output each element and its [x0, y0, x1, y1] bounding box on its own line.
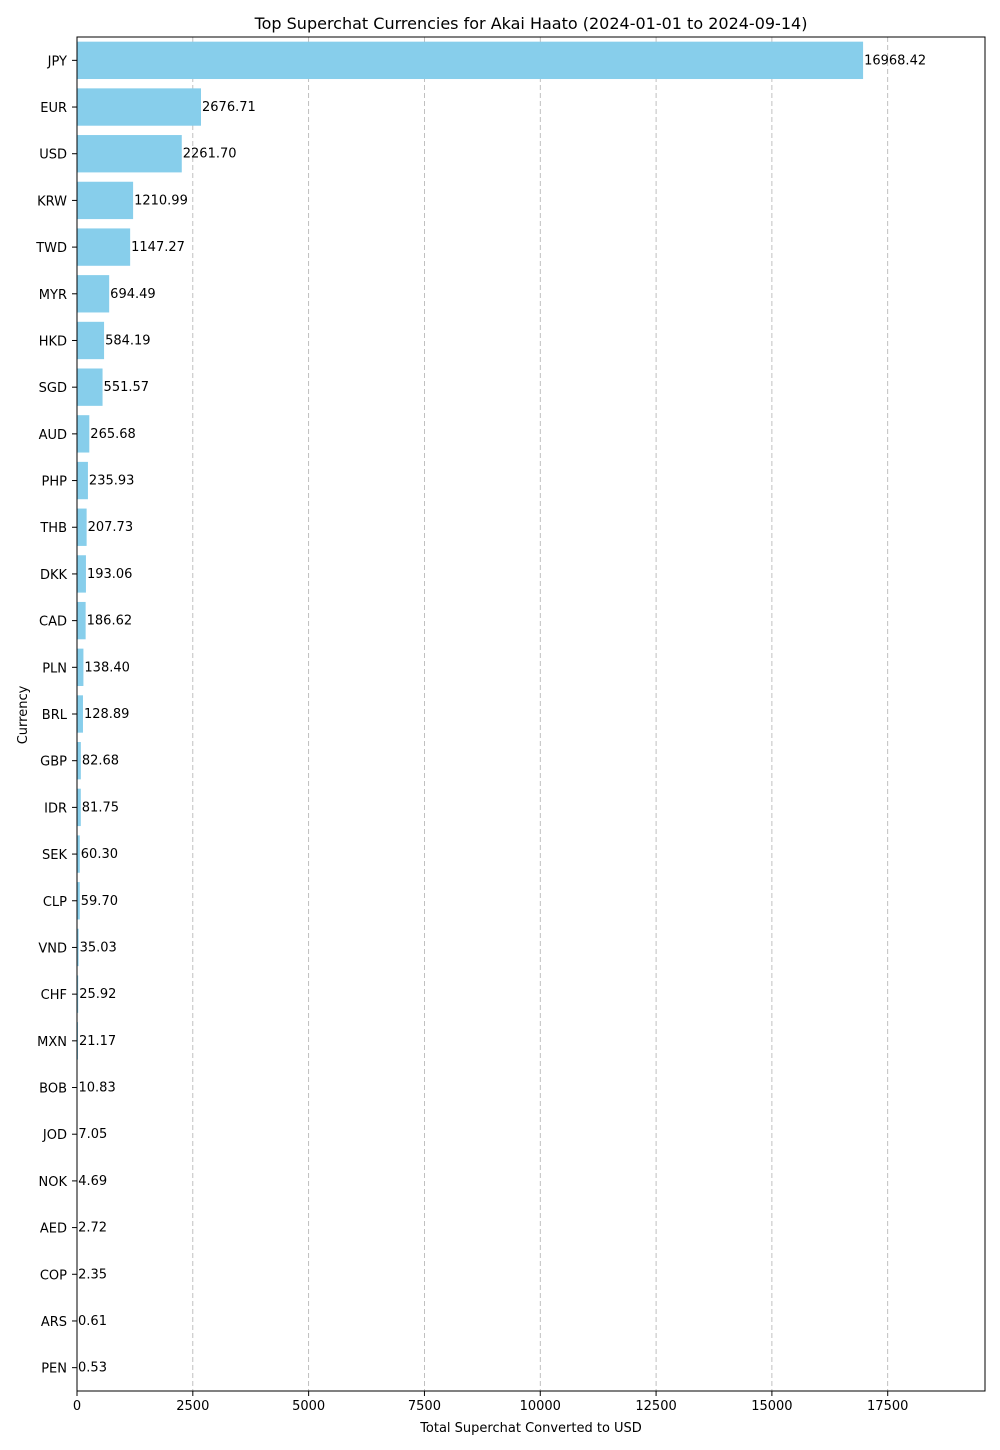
- bar-pln: [77, 649, 83, 686]
- y-tick-label-cad: CAD: [39, 614, 67, 630]
- y-tick-label-brl: BRL: [41, 708, 67, 723]
- data-label-krw: 1210.99: [134, 193, 188, 209]
- data-label-idr: 81.75: [81, 800, 120, 816]
- data-label-mxn: 21.17: [78, 1033, 117, 1049]
- y-tick-label-aed: AED: [39, 1221, 67, 1237]
- data-label-sek: 60.30: [80, 847, 119, 863]
- data-label-php: 235.93: [88, 473, 135, 489]
- chart-title: Top Superchat Currencies for Akai Haato (2024-01-01 to 2024-09-14): [254, 14, 808, 33]
- y-tick-label-jpy: JPY: [47, 54, 67, 70]
- bar-cad: [77, 602, 86, 639]
- y-tick-label-twd: TWD: [36, 241, 67, 257]
- y-tick-label-sgd: SGD: [38, 381, 67, 397]
- y-tick-label-ars: ARS: [40, 1314, 67, 1330]
- data-label-pen: 0.53: [78, 1360, 107, 1376]
- bar-krw: [77, 182, 133, 219]
- data-label-hkd: 584.19: [105, 333, 151, 349]
- bars: [77, 42, 863, 1387]
- data-label-vnd: 35.03: [79, 940, 117, 956]
- data-label-sgd: 551.57: [103, 380, 150, 396]
- data-label-cad: 186.62: [86, 613, 133, 629]
- x-tick-label-1: 2500: [176, 1399, 210, 1414]
- bar-dkk: [77, 555, 86, 592]
- x-tick-label-4: 10000: [519, 1399, 561, 1414]
- data-label-thb: 207.73: [87, 520, 134, 536]
- y-tick-label-jod: JOD: [42, 1128, 67, 1144]
- data-label-chf: 25.92: [79, 987, 117, 1003]
- y-tick-label-cop: COP: [39, 1268, 67, 1284]
- data-labels: [78, 53, 926, 1375]
- bar-aud: [77, 415, 89, 452]
- y-tick-label-bob: BOB: [39, 1081, 67, 1097]
- y-axis-label: Currency: [16, 685, 31, 745]
- bar-jpy: [77, 42, 863, 79]
- bar-twd: [77, 228, 130, 265]
- y-tick-label-myr: MYR: [38, 287, 67, 303]
- y-tick-label-chf: CHF: [40, 988, 67, 1004]
- bar-idr: [77, 789, 81, 826]
- y-tick-label-gbp: GBP: [40, 754, 67, 770]
- bar-usd: [77, 135, 182, 172]
- data-label-myr: 694.49: [110, 286, 156, 302]
- x-tick-label-6: 15000: [751, 1399, 793, 1414]
- y-tick-label-eur: EUR: [40, 101, 67, 117]
- y-tick-label-krw: KRW: [37, 194, 67, 210]
- y-tick-label-nok: NOK: [38, 1174, 67, 1190]
- bar-gbp: [77, 742, 81, 779]
- bar-php: [77, 462, 88, 499]
- data-label-usd: 2261.70: [182, 146, 237, 162]
- plot-frame: [77, 37, 985, 1391]
- data-label-jpy: 16968.42: [864, 53, 927, 69]
- data-label-brl: 128.89: [83, 707, 130, 722]
- y-tick-label-hkd: HKD: [38, 334, 67, 350]
- data-label-aed: 2.72: [78, 1220, 108, 1236]
- data-label-pln: 138.40: [84, 660, 130, 676]
- data-label-jod: 7.05: [78, 1127, 108, 1143]
- x-tick-label-3: 7500: [407, 1399, 441, 1414]
- grid-lines: [193, 37, 888, 1391]
- y-tick-label-usd: USD: [39, 147, 67, 163]
- bar-brl: [77, 695, 83, 732]
- data-label-nok: 4.69: [78, 1173, 108, 1189]
- data-label-ars: 0.61: [78, 1313, 107, 1329]
- data-label-eur: 2676.71: [202, 100, 256, 116]
- bar-eur: [77, 88, 201, 125]
- data-label-twd: 1147.27: [131, 240, 185, 256]
- y-tick-label-thb: THB: [40, 521, 67, 537]
- bar-myr: [77, 275, 109, 312]
- bar-hkd: [77, 322, 104, 359]
- y-tick-label-aud: AUD: [38, 427, 67, 443]
- y-tick-label-sek: SEK: [42, 848, 67, 864]
- y-tick-label-vnd: VND: [38, 941, 67, 957]
- y-tick-label-mxn: MXN: [37, 1034, 67, 1050]
- y-tick-label-pen: PEN: [41, 1361, 67, 1377]
- data-label-dkk: 193.06: [86, 566, 133, 582]
- x-tick-label-5: 12500: [635, 1399, 677, 1414]
- x-axis-label: Total Superchat Converted to USD: [420, 1421, 642, 1436]
- bar-sgd: [77, 368, 103, 405]
- x-axis-ticks: [73, 1391, 909, 1414]
- y-tick-label-idr: IDR: [44, 801, 67, 817]
- y-tick-label-php: PHP: [41, 474, 67, 490]
- y-tick-label-clp: CLP: [42, 894, 67, 910]
- data-label-clp: 59.70: [80, 893, 118, 909]
- y-tick-label-dkk: DKK: [39, 567, 67, 583]
- y-axis-ticks: [35, 54, 77, 1376]
- data-label-cop: 2.35: [78, 1267, 108, 1283]
- x-tick-label-2: 5000: [292, 1399, 326, 1414]
- bar-thb: [77, 509, 87, 546]
- x-tick-label-7: 17500: [867, 1399, 909, 1414]
- y-tick-label-pln: PLN: [42, 661, 67, 677]
- data-label-bob: 10.83: [78, 1080, 116, 1096]
- data-label-gbp: 82.68: [81, 753, 120, 769]
- data-label-aud: 265.68: [90, 426, 136, 442]
- x-tick-label-0: 0: [72, 1399, 82, 1414]
